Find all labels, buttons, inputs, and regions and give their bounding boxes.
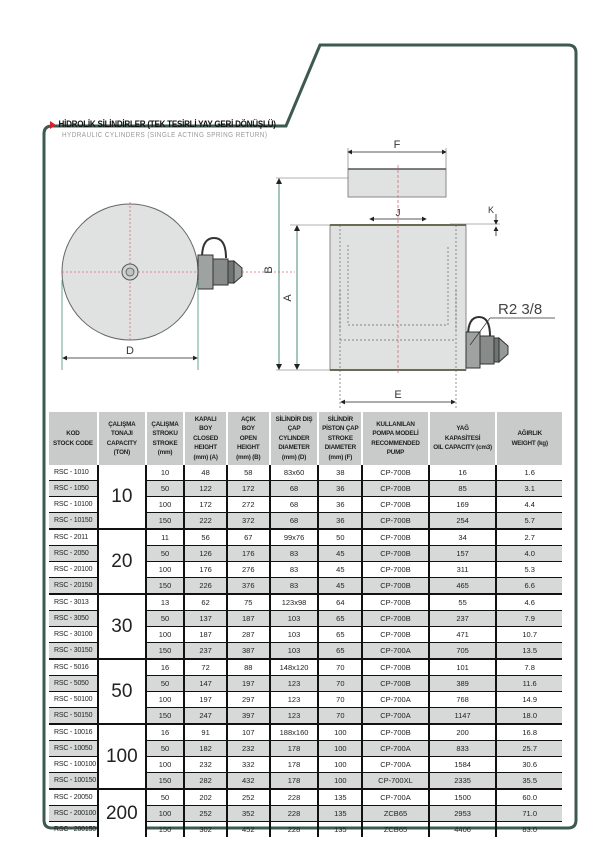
- cell-recommended-pump: CP-700XL: [362, 773, 429, 790]
- cell-oil-capacity: 169: [429, 497, 497, 513]
- cell-stroke: 50: [146, 546, 185, 562]
- cell-weight: 25.7: [496, 741, 562, 757]
- cell-capacity: 50: [98, 659, 146, 724]
- header-line: KULLANILAN: [376, 420, 415, 428]
- cell-recommended-pump: CP-700A: [362, 692, 429, 708]
- cell-recommended-pump: CP-700B: [362, 529, 429, 546]
- cell-oil-capacity: 2953: [429, 806, 497, 822]
- cell-weight: 6.6: [496, 578, 562, 595]
- cell-capacity: 200: [98, 789, 146, 837]
- coupler-side: [466, 317, 508, 368]
- cell-open-height: 372: [227, 513, 270, 530]
- header-oil-capacity: [429, 412, 497, 465]
- cell-stroke: 50: [146, 789, 185, 806]
- cell-closed-height: 172: [184, 497, 227, 513]
- cell-stock-code: RSC - 1050: [49, 481, 98, 497]
- cell-piston-diameter: 65: [318, 627, 362, 643]
- cell-closed-height: 72: [184, 659, 227, 676]
- bullet-triangle-icon: [50, 121, 56, 129]
- cell-closed-height: 226: [184, 578, 227, 595]
- cell-stock-code: RSC - 2050: [49, 546, 98, 562]
- cell-weight: 16.8: [496, 724, 562, 741]
- table-row: [49, 789, 562, 806]
- cell-cylinder-diameter: 68: [270, 513, 319, 530]
- cell-open-height: 432: [227, 773, 270, 790]
- cell-stroke: 150: [146, 578, 185, 595]
- cell-stock-code: RSC - 30100: [49, 627, 98, 643]
- cell-recommended-pump: CP-700B: [362, 497, 429, 513]
- header-closed-height: [184, 412, 227, 465]
- cell-piston-diameter: 135: [318, 822, 362, 838]
- header-stroke: [146, 412, 185, 465]
- cell-recommended-pump: CP-700A: [362, 708, 429, 725]
- cell-oil-capacity: 833: [429, 741, 497, 757]
- cell-cylinder-diameter: 123: [270, 708, 319, 725]
- cell-closed-height: 187: [184, 627, 227, 643]
- cell-recommended-pump: CP-700B: [362, 627, 429, 643]
- cell-oil-capacity: 34: [429, 529, 497, 546]
- cell-cylinder-diameter: 68: [270, 481, 319, 497]
- cell-oil-capacity: 1147: [429, 708, 497, 725]
- cell-closed-height: 197: [184, 692, 227, 708]
- header-line: (mm) (B): [236, 453, 261, 461]
- cell-piston-diameter: 100: [318, 741, 362, 757]
- cell-piston-diameter: 70: [318, 676, 362, 692]
- cell-weight: 4.4: [496, 497, 562, 513]
- cell-recommended-pump: CP-700B: [362, 465, 429, 481]
- cell-cylinder-diameter: 178: [270, 773, 319, 790]
- cell-stock-code: RSC - 10150: [49, 513, 98, 530]
- cell-recommended-pump: CP-700B: [362, 546, 429, 562]
- cell-weight: 10.7: [496, 627, 562, 643]
- cell-capacity: 30: [98, 594, 146, 659]
- cell-oil-capacity: 237: [429, 611, 497, 627]
- cell-stroke: 16: [146, 659, 185, 676]
- cell-piston-diameter: 135: [318, 789, 362, 806]
- header-line: ÇALIŞMA: [151, 420, 179, 428]
- cell-closed-height: 91: [184, 724, 227, 741]
- header-line: RECOMMENDED PUMP: [371, 439, 420, 456]
- cell-closed-height: 137: [184, 611, 227, 627]
- cell-capacity: 20: [98, 529, 146, 594]
- cell-cylinder-diameter: 228: [270, 806, 319, 822]
- cell-weight: 7.9: [496, 611, 562, 627]
- cell-open-height: 272: [227, 497, 270, 513]
- cell-open-height: 452: [227, 822, 270, 838]
- label-f: F: [393, 140, 401, 151]
- cell-stock-code: RSC - 100150: [49, 773, 98, 790]
- cell-weight: 4.0: [496, 546, 562, 562]
- cell-stock-code: RSC - 20100: [49, 562, 98, 578]
- cell-weight: 3.1: [496, 481, 562, 497]
- cell-oil-capacity: 85: [429, 481, 497, 497]
- header-line: CAPACITY: [106, 439, 137, 447]
- cell-recommended-pump: CP-700A: [362, 643, 429, 660]
- cell-oil-capacity: 254: [429, 513, 497, 530]
- header-line: CLOSED: [193, 434, 219, 442]
- cell-closed-height: 176: [184, 562, 227, 578]
- cell-stroke: 10: [146, 465, 185, 481]
- header-line: SİLİNDİR: [327, 415, 353, 423]
- cell-closed-height: 147: [184, 676, 227, 692]
- header-line: PİSTON ÇAP: [322, 425, 359, 433]
- cell-piston-diameter: 36: [318, 513, 362, 530]
- header-line: KAPALI: [194, 415, 217, 423]
- header-line: STROKU: [152, 430, 178, 437]
- cell-stroke: 50: [146, 481, 185, 497]
- cell-stroke: 50: [146, 741, 185, 757]
- header-cylinder-diameter: [270, 412, 319, 465]
- cell-recommended-pump: CP-700B: [362, 481, 429, 497]
- header-weight: [496, 412, 562, 465]
- cell-closed-height: 56: [184, 529, 227, 546]
- cell-cylinder-diameter: 103: [270, 627, 319, 643]
- header-line: CYLINDER: [278, 434, 310, 442]
- table-header-row: [49, 412, 562, 465]
- label-thread: R2 3/8: [498, 301, 543, 318]
- header-line: AĞIRLIK: [517, 430, 542, 437]
- cell-weight: 2.7: [496, 529, 562, 546]
- cell-cylinder-diameter: 103: [270, 643, 319, 660]
- cell-recommended-pump: CP-700A: [362, 789, 429, 806]
- header-line: POMPA MODELİ: [372, 430, 419, 437]
- cell-recommended-pump: CP-700B: [362, 611, 429, 627]
- table-body: [49, 465, 562, 837]
- header-line: HEIGHT: [194, 444, 217, 452]
- cell-stock-code: RSC - 2011: [49, 529, 98, 546]
- cell-open-height: 88: [227, 659, 270, 676]
- top-view: [62, 202, 295, 370]
- header-line: AÇIK: [240, 415, 256, 423]
- cell-oil-capacity: 200: [429, 724, 497, 741]
- cell-cylinder-diameter: 123: [270, 676, 319, 692]
- cell-open-height: 58: [227, 465, 270, 481]
- cylinder-drawing: [50, 140, 580, 410]
- cell-oil-capacity: 1500: [429, 789, 497, 806]
- cell-open-height: 297: [227, 692, 270, 708]
- label-e: E: [394, 389, 402, 401]
- cell-stock-code: RSC - 5050: [49, 676, 98, 692]
- cell-stock-code: RSC - 3050: [49, 611, 98, 627]
- cell-stock-code: RSC - 3013: [49, 594, 98, 611]
- label-a: A: [282, 294, 294, 302]
- table-row: [49, 594, 562, 611]
- piston-cap: [348, 169, 446, 197]
- cell-open-height: 107: [227, 724, 270, 741]
- cell-capacity: 10: [98, 465, 146, 529]
- cell-open-height: 376: [227, 578, 270, 595]
- cell-stock-code: RSC - 20150: [49, 578, 98, 595]
- cell-weight: 4.6: [496, 594, 562, 611]
- cell-cylinder-diameter: 123x98: [270, 594, 319, 611]
- coupler-top: [198, 238, 242, 289]
- label-k: K: [487, 205, 495, 215]
- cell-piston-diameter: 45: [318, 546, 362, 562]
- cell-weight: 14.9: [496, 692, 562, 708]
- cell-open-height: 176: [227, 546, 270, 562]
- cell-stock-code: RSC - 10100: [49, 497, 98, 513]
- cell-stock-code: RSC - 200100: [49, 806, 98, 822]
- cell-open-height: 287: [227, 627, 270, 643]
- table-row: [49, 659, 562, 676]
- cell-recommended-pump: CP-700B: [362, 724, 429, 741]
- label-d: D: [126, 345, 134, 357]
- cell-recommended-pump: CP-700B: [362, 562, 429, 578]
- cell-oil-capacity: 4406: [429, 822, 497, 838]
- side-view: [263, 140, 555, 410]
- cell-open-height: 67: [227, 529, 270, 546]
- cell-stock-code: RSC - 20050: [49, 789, 98, 806]
- header-line: KAPASİTESİ: [444, 434, 481, 442]
- cell-weight: 1.6: [496, 465, 562, 481]
- cell-stroke: 100: [146, 806, 185, 822]
- cell-stock-code: RSC - 200150: [49, 822, 98, 838]
- cell-open-height: 276: [227, 562, 270, 578]
- cell-cylinder-diameter: 228: [270, 789, 319, 806]
- cell-recommended-pump: CP-700B: [362, 513, 429, 530]
- header-line: KOD: [66, 430, 80, 437]
- cell-piston-diameter: 70: [318, 659, 362, 676]
- cell-closed-height: 252: [184, 806, 227, 822]
- cell-closed-height: 237: [184, 643, 227, 660]
- cell-weight: 35.5: [496, 773, 562, 790]
- cell-piston-diameter: 100: [318, 724, 362, 741]
- cell-oil-capacity: 311: [429, 562, 497, 578]
- header-line: STROKE: [327, 434, 353, 442]
- cell-closed-height: 232: [184, 757, 227, 773]
- header-line: ÇAP: [287, 425, 301, 433]
- cell-piston-diameter: 135: [318, 806, 362, 822]
- header-line: STOCK CODE: [53, 439, 93, 447]
- cell-oil-capacity: 1584: [429, 757, 497, 773]
- cell-cylinder-diameter: 188x160: [270, 724, 319, 741]
- cell-oil-capacity: 55: [429, 594, 497, 611]
- cell-open-height: 187: [227, 611, 270, 627]
- cell-open-height: 352: [227, 806, 270, 822]
- cell-oil-capacity: 2335: [429, 773, 497, 790]
- cell-stroke: 11: [146, 529, 185, 546]
- cell-oil-capacity: 768: [429, 692, 497, 708]
- cell-weight: 60.0: [496, 789, 562, 806]
- cell-closed-height: 126: [184, 546, 227, 562]
- cell-open-height: 232: [227, 741, 270, 757]
- section-subtitle: HYDRAULIC CYLINDERS (SINGLE ACTING SPRING RETURN): [62, 130, 268, 139]
- header-line: SİLİNDİR DIŞ: [275, 415, 313, 423]
- cell-closed-height: 282: [184, 773, 227, 790]
- cell-cylinder-diameter: 83: [270, 562, 319, 578]
- header-capacity: [98, 412, 146, 465]
- cell-piston-diameter: 45: [318, 578, 362, 595]
- cell-weight: 18.0: [496, 708, 562, 725]
- cell-piston-diameter: 36: [318, 497, 362, 513]
- cell-cylinder-diameter: 103: [270, 611, 319, 627]
- cell-recommended-pump: ZCB65: [362, 822, 429, 838]
- cell-piston-diameter: 70: [318, 692, 362, 708]
- section-title: HİDROLİK SİLİNDİRLER (TEK TESİRLİ YAY GERİ DÖNÜŞLÜ): [58, 119, 276, 130]
- header-line: OIL CAPACITY (cm3): [433, 444, 492, 452]
- cell-cylinder-diameter: 178: [270, 757, 319, 773]
- cell-stroke: 150: [146, 773, 185, 790]
- cell-recommended-pump: ZCB65: [362, 806, 429, 822]
- cell-piston-diameter: 70: [318, 708, 362, 725]
- header-line: (TON): [113, 449, 131, 456]
- cell-cylinder-diameter: 83x60: [270, 465, 319, 481]
- cell-closed-height: 182: [184, 741, 227, 757]
- table-row: [49, 465, 562, 481]
- cell-closed-height: 302: [184, 822, 227, 838]
- cell-open-height: 172: [227, 481, 270, 497]
- cell-stock-code: RSC - 50100: [49, 692, 98, 708]
- cell-stock-code: RSC - 1010: [54, 469, 89, 476]
- spec-table: [49, 412, 562, 837]
- cell-capacity: 100: [98, 724, 146, 789]
- cell-weight: 83.0: [496, 822, 562, 838]
- cell-open-height: 397: [227, 708, 270, 725]
- cell-stock-code: RSC - 50150: [49, 708, 98, 725]
- header-line: (mm) (A): [193, 453, 218, 461]
- header-line: DIAMETER: [278, 444, 310, 452]
- cell-closed-height: 247: [184, 708, 227, 725]
- cell-open-height: 197: [227, 676, 270, 692]
- table-row: [49, 724, 562, 741]
- cell-weight: 5.3: [496, 562, 562, 578]
- cell-stock-code: RSC - 10050: [49, 741, 98, 757]
- cell-oil-capacity: 101: [429, 659, 497, 676]
- cell-stock-code: RSC - 100100: [49, 757, 98, 773]
- header-line: WEIGHT (kg): [511, 439, 548, 447]
- cell-stroke: 150: [146, 708, 185, 725]
- cell-cylinder-diameter: 148x120: [270, 659, 319, 676]
- cell-weight: 30.6: [496, 757, 562, 773]
- cell-recommended-pump: CP-700B: [362, 676, 429, 692]
- header-line: BOY: [241, 425, 255, 433]
- cell-stroke: 100: [146, 562, 185, 578]
- header-line: (mm) (F): [328, 453, 353, 461]
- cell-oil-capacity: 705: [429, 643, 497, 660]
- cell-cylinder-diameter: 228: [270, 822, 319, 838]
- table-row: [49, 529, 562, 546]
- cell-stroke: 100: [146, 497, 185, 513]
- cell-closed-height: 222: [184, 513, 227, 530]
- header-line: YAĞ: [456, 425, 469, 433]
- cell-weight: 71.0: [496, 806, 562, 822]
- cell-oil-capacity: 157: [429, 546, 497, 562]
- header-line: (mm) (D): [281, 453, 307, 461]
- cell-recommended-pump: CP-700A: [362, 757, 429, 773]
- header-line: STROKE: [152, 439, 178, 447]
- cell-recommended-pump: CP-700B: [362, 659, 429, 676]
- cell-open-height: 75: [227, 594, 270, 611]
- cell-cylinder-diameter: 99x76: [270, 529, 319, 546]
- cell-stroke: 50: [146, 611, 185, 627]
- header-open-height: [227, 412, 270, 465]
- cell-open-height: 252: [227, 789, 270, 806]
- cell-closed-height: 122: [184, 481, 227, 497]
- header-stock-code: [49, 412, 98, 465]
- section-title-row: [50, 119, 276, 130]
- cell-stroke: 100: [146, 757, 185, 773]
- section-header: [50, 119, 315, 139]
- cell-weight: 7.8: [496, 659, 562, 676]
- cell-cylinder-diameter: 178: [270, 741, 319, 757]
- cell-oil-capacity: 16: [429, 465, 497, 481]
- cell-stock-code: RSC - 10016: [49, 724, 98, 741]
- cell-piston-diameter: 100: [318, 773, 362, 790]
- cell-oil-capacity: 389: [429, 676, 497, 692]
- cell-closed-height: 48: [184, 465, 227, 481]
- cell-oil-capacity: 471: [429, 627, 497, 643]
- cell-stroke: 16: [146, 724, 185, 741]
- header-line: BOY: [199, 425, 213, 433]
- cell-piston-diameter: 65: [318, 643, 362, 660]
- cell-cylinder-diameter: 83: [270, 546, 319, 562]
- cell-oil-capacity: 465: [429, 578, 497, 595]
- cell-open-height: 387: [227, 643, 270, 660]
- cell-stroke: 150: [146, 643, 185, 660]
- cell-piston-diameter: 64: [318, 594, 362, 611]
- label-b: B: [263, 266, 275, 274]
- cell-open-height: 332: [227, 757, 270, 773]
- cell-stroke: 13: [146, 594, 185, 611]
- cell-piston-diameter: 65: [318, 611, 362, 627]
- header-line: (mm): [157, 449, 173, 456]
- cell-stroke: 150: [146, 822, 185, 838]
- cell-cylinder-diameter: 68: [270, 497, 319, 513]
- cell-weight: 11.6: [496, 676, 562, 692]
- cell-cylinder-diameter: 123: [270, 692, 319, 708]
- cell-stock-code: RSC - 5016: [49, 659, 98, 676]
- header-line: OPEN: [239, 434, 257, 442]
- cell-piston-diameter: 50: [318, 529, 362, 546]
- cell-stock-code: RSC - 30150: [49, 643, 98, 660]
- cell-cylinder-diameter: 83: [270, 578, 319, 595]
- cell-stroke: 150: [146, 513, 185, 530]
- header-line: ÇALIŞMA: [108, 420, 136, 428]
- cell-weight: 13.5: [496, 643, 562, 660]
- header-recommended-pump: [362, 412, 429, 465]
- cell-piston-diameter: 100: [318, 757, 362, 773]
- cell-stroke: 100: [146, 627, 185, 643]
- cell-weight: 5.7: [496, 513, 562, 530]
- cell-closed-height: 202: [184, 789, 227, 806]
- cell-piston-diameter: 38: [318, 465, 362, 481]
- header-line: HEIGHT: [236, 444, 260, 452]
- cell-recommended-pump: CP-700B: [362, 578, 429, 595]
- cell-stroke: 50: [146, 676, 185, 692]
- cell-piston-diameter: 45: [318, 562, 362, 578]
- label-j: J: [395, 208, 401, 219]
- cell-recommended-pump: CP-700B: [362, 594, 429, 611]
- cell-closed-height: 62: [184, 594, 227, 611]
- header-line: TONAJI: [110, 430, 133, 437]
- cell-stroke: 100: [146, 692, 185, 708]
- header-piston-diameter: [318, 412, 362, 465]
- cell-recommended-pump: CP-700A: [362, 741, 429, 757]
- cell-piston-diameter: 36: [318, 481, 362, 497]
- header-line: DIAMETER: [324, 444, 356, 452]
